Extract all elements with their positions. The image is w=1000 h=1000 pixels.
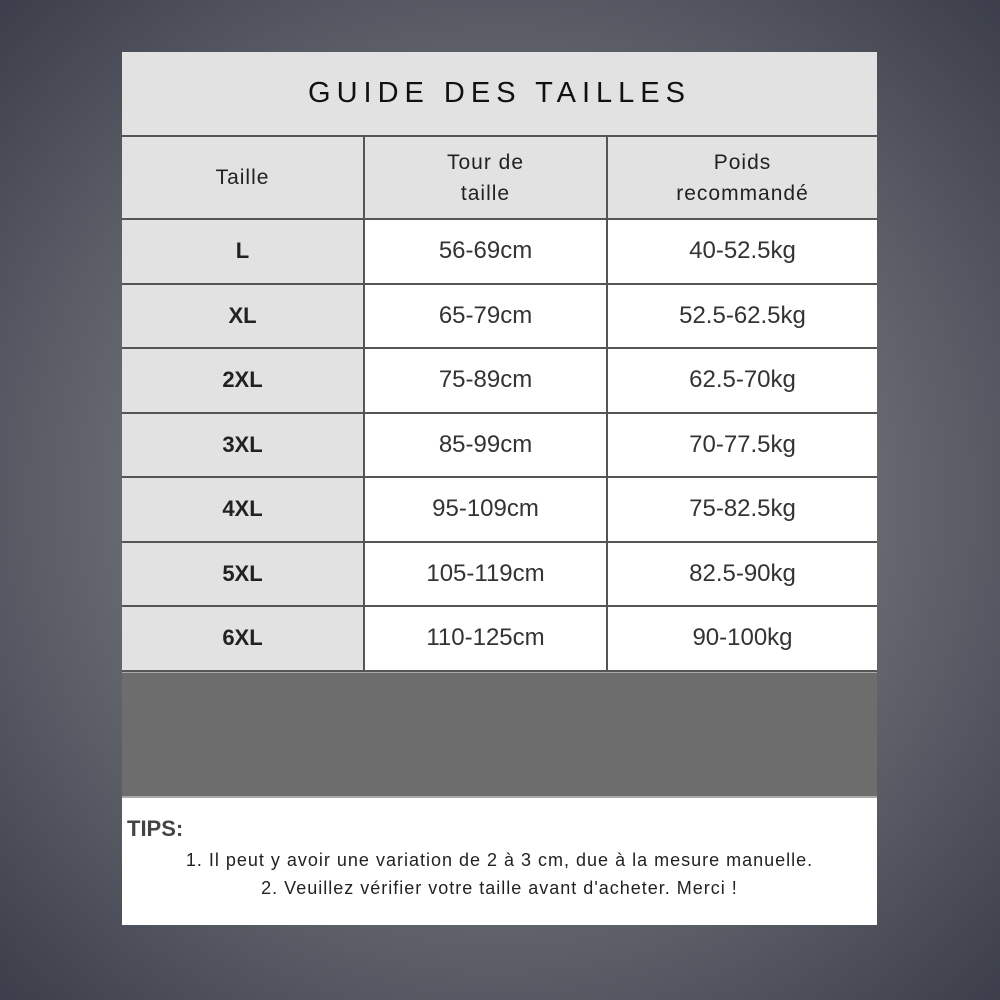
weight-cell: 90-100kg — [692, 624, 793, 652]
size-cell: L — [122, 220, 365, 283]
waist-cell: 85-99cm — [365, 414, 608, 477]
waist-cell: 95-109cm — [365, 478, 608, 541]
header-waist — [365, 137, 608, 218]
size-cell: 2XL — [122, 349, 365, 412]
size-cell: XL — [122, 285, 365, 348]
header-weight-line2: recommandé — [676, 181, 809, 205]
weight-cell: 52.5-62.5kg — [679, 301, 806, 329]
tips-heading: TIPS: — [127, 816, 184, 841]
blank-gray-block — [122, 672, 877, 799]
table-row — [122, 349, 877, 414]
table-row — [122, 607, 877, 672]
size-cell: 5XL — [122, 543, 365, 606]
size-guide-card — [122, 52, 877, 925]
table-row — [122, 478, 877, 543]
weight-cell: 75-82.5kg — [689, 495, 796, 523]
weight-cell: 40-52.5kg — [689, 237, 796, 265]
table-header-row — [122, 137, 877, 220]
waist-cell: 105-119cm — [365, 543, 608, 606]
table-row — [122, 543, 877, 608]
header-weight-line1: Poids — [713, 150, 772, 174]
header-size: Taille — [122, 137, 365, 218]
header-waist-line1: Tour de — [446, 150, 525, 174]
weight-cell: 62.5-70kg — [689, 366, 796, 394]
weight-cell: 82.5-90kg — [689, 559, 796, 587]
size-cell: 6XL — [122, 607, 365, 670]
size-cell: 4XL — [122, 478, 365, 541]
weight-cell: 70-77.5kg — [689, 430, 796, 458]
waist-cell: 65-79cm — [365, 285, 608, 348]
table-row — [122, 414, 877, 479]
tip-item: 1. Il peut y avoir une variation de 2 à 3 cm, due à la mesure manuelle. — [185, 850, 814, 870]
table-row — [122, 220, 877, 285]
tips-section — [122, 798, 877, 925]
waist-cell: 75-89cm — [365, 349, 608, 412]
tip-item: 2. Veuillez vérifier votre taille avant d'acheter. Merci ! — [261, 878, 738, 898]
header-waist-line2: taille — [460, 181, 511, 205]
waist-cell: 56-69cm — [365, 220, 608, 283]
header-weight — [608, 137, 877, 218]
size-guide-title: GUIDE DES TAILLES — [122, 52, 877, 137]
waist-cell: 110-125cm — [365, 607, 608, 670]
size-cell: 3XL — [122, 414, 365, 477]
table-row — [122, 285, 877, 350]
